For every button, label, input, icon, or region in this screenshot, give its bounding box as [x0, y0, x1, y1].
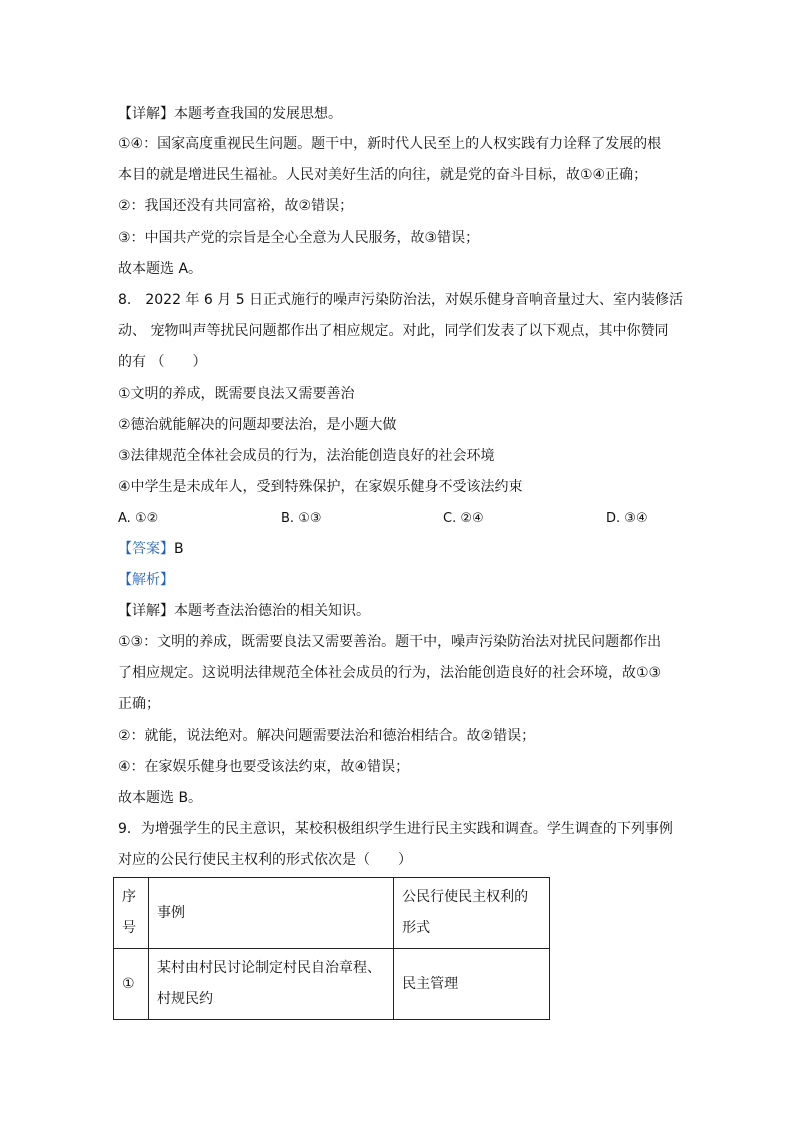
answer-tag: 【答案】 — [118, 541, 174, 557]
q8-detail-line: ④：在家娱乐健身也要受该法约束，故④错误； — [118, 759, 410, 775]
option-d — [606, 509, 648, 529]
q9-table — [113, 877, 550, 1020]
option-text: ③④ — [624, 511, 648, 526]
option-b — [281, 509, 322, 529]
q8-detail-line: ①③：文明的养成，既需要良法又需要善治。题干中，噪声污染防治法对扰民问题都作出 — [118, 634, 662, 650]
option-c — [443, 509, 484, 529]
q8-stem: 动、 宠物叫声等扰民问题都作出了相应规定。对此，同学们发表了以下观点，其中你赞同 — [118, 323, 669, 339]
cell-form: 民主管理 — [394, 949, 550, 1020]
cell-index: ① — [114, 949, 149, 1020]
q8-statement: ①文明的养成，既需要良法又需要善治 — [118, 386, 355, 402]
header-cell-index: 序 号 — [114, 878, 149, 949]
option-text: ①③ — [298, 511, 322, 526]
answer-value: B — [174, 541, 184, 557]
q8-statement: ②德治就能解决的问题却要法治，是小题大做 — [118, 417, 397, 433]
q9-stem: 9．为增强学生的民主意识，某校积极组织学生进行民主实践和调查。学生调查的下列事例 — [118, 821, 673, 837]
q7-conclusion: 故本题选 A。 — [118, 261, 203, 277]
q8-statement: ④中学生是未成年人，受到特殊保护，在家娱乐健身不受该法约束 — [118, 479, 523, 495]
q8-detail-line: ②：就能，说法绝对。解决问题需要法治和德治相结合。故②错误； — [118, 728, 536, 744]
option-label: C. — [443, 511, 457, 526]
q8-detail-line: 了相应规定。这说明法律规范全体社会成员的行为，法治能创造良好的社会环境，故①③ — [118, 665, 662, 681]
q8-statement: ③法律规范全体社会成员的行为，法治能创造良好的社会环境 — [118, 448, 495, 464]
analysis-tag: 【解析】 — [118, 572, 174, 588]
cell-case: 某村由村民讨论制定村民自治章程、 村规民约 — [148, 949, 393, 1020]
q7-detail-line: ③：中国共产党的宗旨是全心全意为人民服务，故③错误； — [118, 230, 480, 246]
q7-detail-line: 本目的就是增进民生福祉。人民对美好生活的向往，就是党的奋斗目标，故①④正确； — [118, 167, 648, 183]
q7-detail-heading: 【详解】本题考查我国的发展思想。 — [118, 106, 342, 122]
answer-line — [118, 539, 184, 559]
table-header-row — [114, 878, 550, 949]
option-label: D. — [606, 511, 621, 526]
header-cell-form: 公民行使民主权利的 形式 — [394, 878, 550, 949]
q8-stem: 的有 （ ） — [118, 354, 207, 370]
option-text: ①② — [134, 511, 159, 526]
option-label: B. — [281, 511, 295, 526]
q9-stem: 对应的公民行使民主权利的形式依次是（ ） — [118, 852, 412, 868]
table-row — [114, 949, 550, 1020]
option-label: A. — [118, 511, 131, 526]
option-a — [118, 509, 158, 529]
q7-detail-line: ①④：国家高度重视民生问题。题干中，新时代人民至上的人权实践有力诠释了发展的根 — [118, 136, 662, 152]
q8-stem: 8. 2022 年 6 月 5 日正式施行的噪声污染防治法，对娱乐健身音响音量过大、室内装修活 — [118, 292, 684, 308]
header-cell-case: 事例 — [148, 878, 393, 949]
q7-detail-line: ②：我国还没有共同富裕，故②错误； — [118, 198, 354, 214]
q8-detail-line: 正确； — [118, 696, 160, 712]
q8-detail-heading: 【详解】本题考查法治德治的相关知识。 — [118, 603, 370, 619]
q8-conclusion: 故本题选 B。 — [118, 790, 203, 806]
option-text: ②④ — [460, 511, 484, 526]
